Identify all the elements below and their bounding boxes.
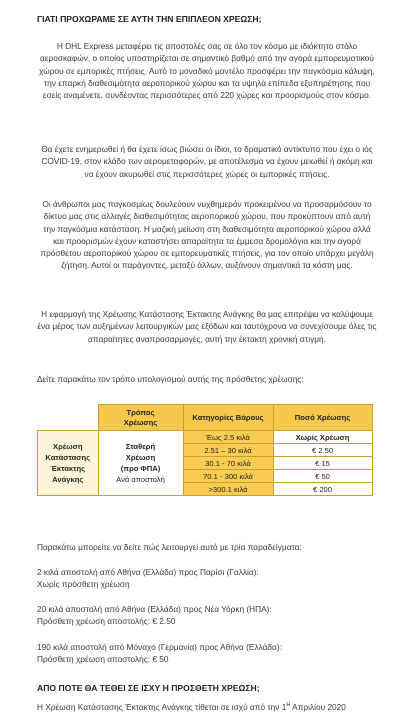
fee-cell: € 15 bbox=[273, 457, 372, 470]
example3-route: 190 κιλά αποστολή από Μόναχο (Γερμανία) προς Αθήνα (Ελλάδα): bbox=[37, 642, 282, 652]
example2-route: 20 κιλά αποστολή από Αθήνα (Ελλάδα) προς Νέα Υόρκη (ΗΠΑ): bbox=[37, 604, 272, 614]
examples-intro: Παρακάτω μπορείτε να δείτε πώς λειτουργεί αυτό με τρία παραδείγματα: bbox=[37, 542, 302, 552]
header-charge-mode-line1: Τρόπος bbox=[126, 407, 155, 417]
paragraph-dhl-network: Η DHL Express μεταφέρει τις αποστολές σας σε όλο τον κόσμο με ιδιόκτητο στόλο αεροσκαφών, ο οποίος υποστηρίζεται σε σημαντικό βαθμό από την αγορά εμπορευματικού χώρου σε εμπορικές πτήσεις. Αυτό το μοναδικό μοντέλο προσφέρει την παγκόσμια κάλυψη, την επαρκή διαθεσιμότητα αεροπορικού χώρου και τα υψηλά επίπεδα εξυπηρέτησης που εσείς αναμένετε, συνδέοντας περισσότερες από 220 χώρες και προορισμούς στον κόσμο. bbox=[39, 41, 375, 101]
charge-mode-cell bbox=[98, 431, 183, 496]
weight-cell: >300.1 κιλά bbox=[183, 483, 273, 496]
weight-cell: 30.1 - 70 κιλά bbox=[183, 457, 273, 470]
mode-line3: (προ ΦΠΑ) bbox=[120, 464, 161, 473]
mode-line1: Σταθερή bbox=[125, 442, 156, 451]
header-fee-amount: Ποσό Χρέωσης bbox=[273, 405, 372, 431]
fee-cell: € 200 bbox=[273, 483, 372, 496]
row-head-line4: Ανάγκης bbox=[52, 475, 84, 484]
paragraph-covid-impact: Θα έχετε ενημερωθεί ή θα έχετε ίσως βιώσει οι ίδιοι, το δραματικό αντίκτυπο που έχει ο ιός COVID-19, στον κλάδο των αερομεταφορών, με αποτέλεσμα να έχουν μειωθεί ή ακόμη και να έχουν ακυρωθεί στις περισσότερες χώρες οι εμπορικές πτήσεις. bbox=[41, 144, 373, 179]
paragraph-emergency-charge: Η εφαρμογή της Χρέωσης Κατάστασης Έκτακτης Ανάγκης θα μας επιτρέψει να καλύψουμε ένα μέρος των αυξημένων λειτουργικών μας εξόδων και ταυτόχρονα να συνεχίσουμε όλες τις απαραίτητες αναπροσαρμογές, αυτή την έκτακτη χρονική στιγμή. bbox=[37, 309, 377, 344]
fee-cell: € 2.50 bbox=[273, 444, 372, 457]
row-head-line2: Κατάστασης bbox=[45, 453, 91, 462]
effective-date-line bbox=[37, 699, 346, 713]
example1-route: 2 κιλά αποστολή από Αθήνα (Ελλάδα) προς Παρίσι (Γαλλία): bbox=[37, 567, 259, 577]
mode-line2: Χρέωση bbox=[125, 453, 156, 462]
example3-charge: Πρόσθετη χρέωση αποστολής: € 50 bbox=[37, 654, 169, 664]
example1-charge: Χωρίς πρόσθετη χρέωση bbox=[37, 579, 130, 589]
weight-cell: 70.1 - 300 κιλά bbox=[183, 470, 273, 483]
header-weight-categories: Κατηγορίες Βάρους bbox=[183, 405, 273, 431]
row-head-line3: Έκτακτης bbox=[50, 464, 86, 473]
weight-cell: 2.51 – 30 κιλά bbox=[183, 444, 273, 457]
effective-date-month: Απριλίου 2020 bbox=[290, 701, 346, 712]
surcharge-table bbox=[37, 404, 373, 496]
header-charge-mode bbox=[98, 405, 183, 431]
paragraph-network-adjustment: Οι άνθρωποι μας παγκοσμίως δουλεύουν νυχθημερόν προκειμένου να προσαρμόσουν το δίκτυο μας στις αλλαγές διαθεσιμότητας αεροπορικού χώρου, που προκύπτουν από αυτή την παγκόσμια κατάσταση. Η μαζική μείωση στη διαθεσιμότητα αεροπορικού χώρου αλλά και προορισμών έχουν καταστήσει απαραίτητα τα έμμεσα δρομολόγια και την αγορά πρόσθετου αεροπορικού χώρου σε εμπορευματικές πτήσεις, για τον οποίο υπάρχει μεγάλη ζήτηση. Αυτοί οι παράγοντες, μεταξύ άλλων, αυξάνουν σημαντικά τα κόστη μας. bbox=[40, 199, 374, 271]
header-charge-mode-line2: Χρέωσης bbox=[123, 417, 158, 427]
heading-effective-date: ΑΠΟ ΠΟΤΕ ΘΑ ΤΕΘΕΙ ΣΕ ΙΣΧΥ Η ΠΡΟΣΘΕΤΗ ΧΡΕΩΣΗ; bbox=[37, 683, 260, 693]
fee-cell: Χωρίς Χρέωση bbox=[273, 431, 372, 444]
table-intro: Δείτε παρακάτω τον τρόπο υπολογισμού αυτής της πρόσθετης χρέωσης: bbox=[37, 374, 304, 384]
weight-cell: Έως 2.5 κιλά bbox=[183, 431, 273, 444]
example2-charge: Πρόσθετη χρέωση αποστολής: € 2.50 bbox=[37, 616, 176, 626]
effective-date-superscript: Η bbox=[286, 702, 291, 708]
mode-line4: Ανά αποστολή bbox=[116, 475, 165, 484]
effective-date-text: Η Χρέωση Κατάστασης Έκτακτης Ανάγκης τίθεται σε ισχύ από την 1 bbox=[37, 701, 287, 712]
table-corner-blank bbox=[38, 405, 99, 431]
fee-cell: € 50 bbox=[273, 470, 372, 483]
row-head-emergency-charge bbox=[38, 431, 99, 496]
heading-why-charge: ΓΙΑΤΙ ΠΡΟΧΩΡΑΜΕ ΣΕ ΑΥΤΗ ΤΗΝ ΕΠΙΠΛΕΟΝ ΧΡΕΩΣΗ; bbox=[37, 14, 262, 24]
row-head-line1: Χρέωση bbox=[53, 442, 83, 451]
